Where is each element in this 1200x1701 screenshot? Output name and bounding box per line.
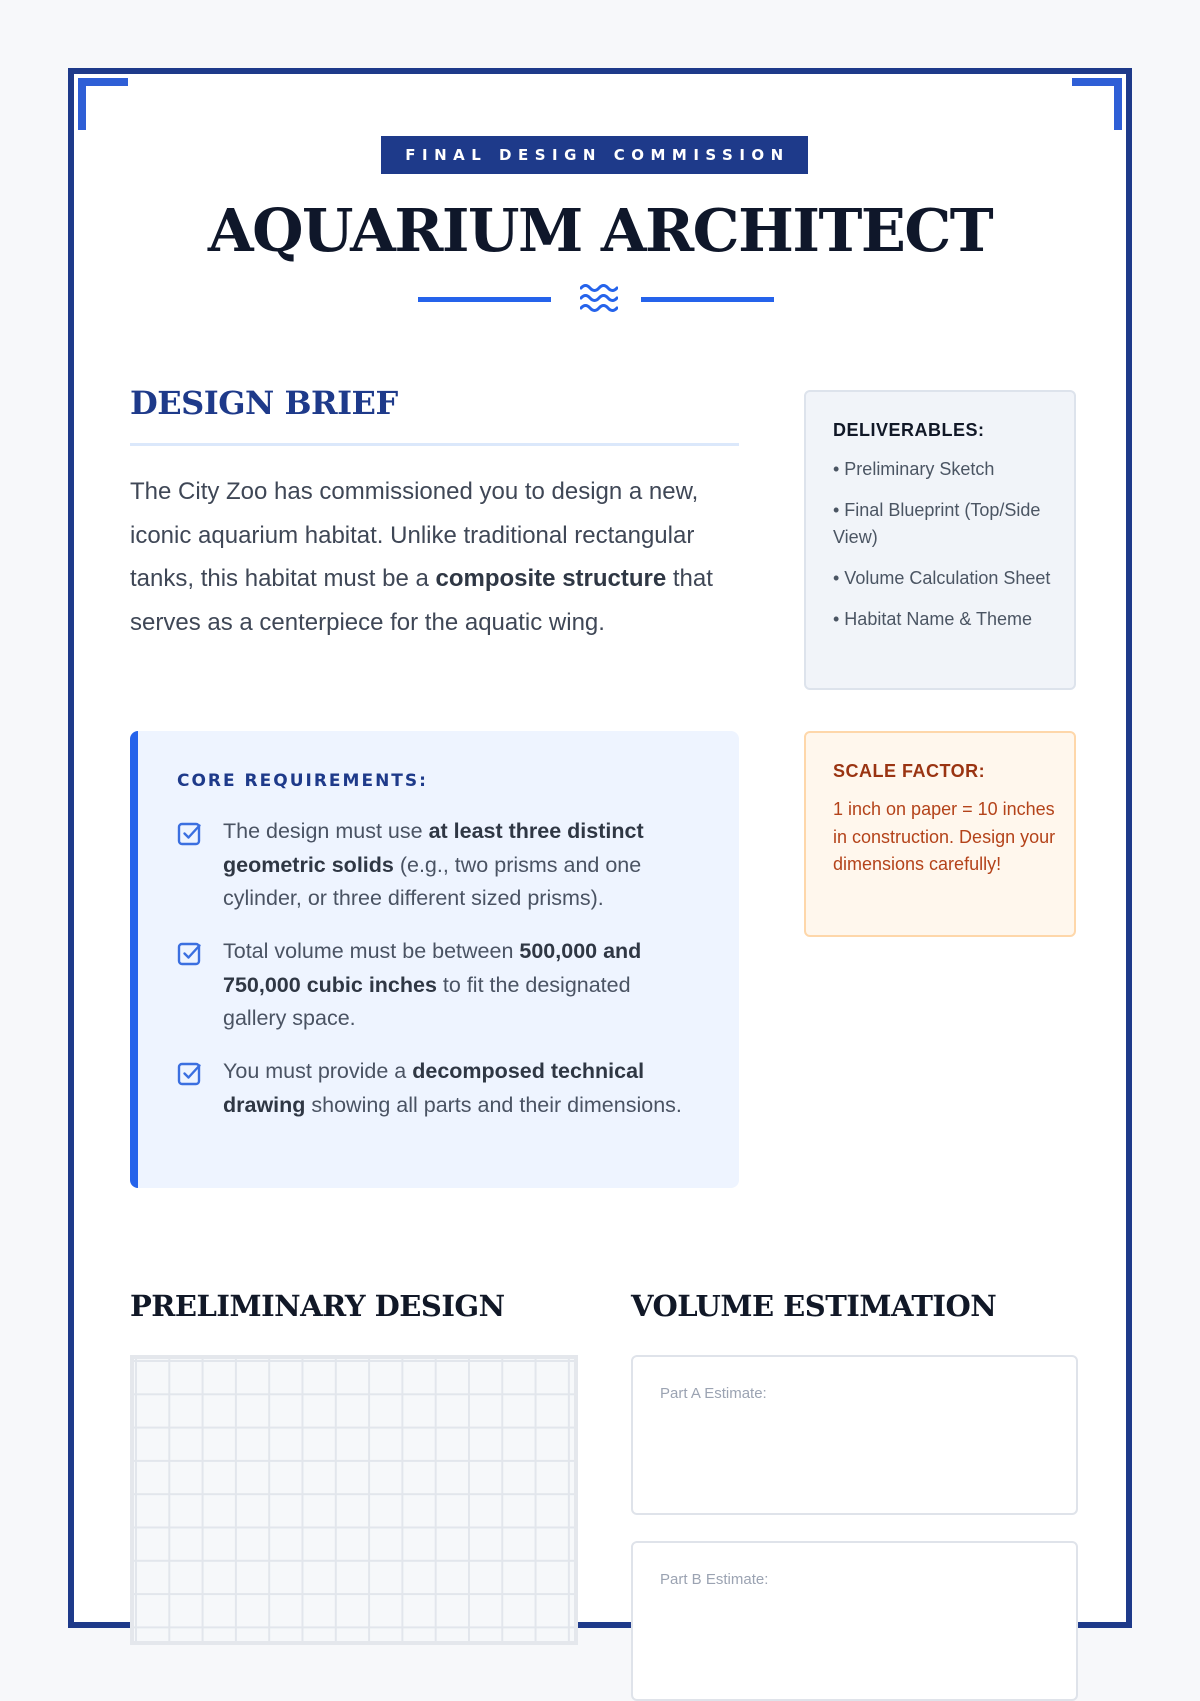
header-badge: FINAL DESIGN COMMISSION <box>381 136 808 174</box>
deliverable-item: • Volume Calculation Sheet <box>833 568 1051 588</box>
core-requirements-panel: CORE REQUIREMENTS: The design must use at least three distinct geometric solids (e.g., two prisms and one cylinder, or three different sized prisms). Total volume must be between 500,000 and 750,000 cubic inches to fit the designated gallery space. You must provide a decomposed technical drawing showing all parts and their dimensions. <box>130 731 739 1188</box>
page-title: AQUARIUM ARCHITECT <box>207 196 993 265</box>
preliminary-design-heading: PRELIMINARY DESIGN <box>130 1289 505 1323</box>
checkbox-checked-icon <box>177 941 203 967</box>
title-divider-left <box>418 297 551 302</box>
title-divider-right <box>641 297 774 302</box>
commission-sheet <box>68 68 1132 1628</box>
deliverable-item: • Preliminary Sketch <box>833 459 995 479</box>
design-brief-heading: DESIGN BRIEF <box>130 384 398 422</box>
volume-estimation-heading: VOLUME ESTIMATION <box>631 1289 997 1323</box>
deliverables-list <box>833 456 1058 647</box>
checkbox-checked-icon <box>177 821 203 847</box>
design-brief-underline <box>130 443 739 446</box>
scale-factor-heading: SCALE FACTOR: <box>833 761 986 781</box>
deliverable-item: • Final Blueprint (Top/Side View) <box>833 500 1041 547</box>
brief-emphasis: composite structure <box>435 565 667 592</box>
part-a-estimate-field[interactable] <box>631 1355 1078 1515</box>
water-waves-icon <box>580 280 618 316</box>
core-requirements-heading: CORE REQUIREMENTS: <box>177 771 428 791</box>
deliverables-box <box>804 390 1076 690</box>
deliverables-heading: DELIVERABLES: <box>833 420 985 440</box>
checkbox-checked-icon <box>177 1061 203 1087</box>
corner-ornament-left <box>78 78 128 130</box>
part-a-estimate-label: Part A Estimate: <box>660 1385 767 1402</box>
design-brief-text: The City Zoo has commissioned you to design a new, iconic aquarium habitat. Unlike traditional rectangular tanks, this habitat must be a composite structure that serves as a centerpiece for the aquatic wing. <box>130 478 713 636</box>
sketch-grid-area[interactable] <box>130 1355 578 1645</box>
scale-factor-box <box>804 731 1076 937</box>
part-b-estimate-field[interactable] <box>631 1541 1078 1701</box>
corner-ornament-right <box>1072 78 1122 130</box>
scale-factor-text: 1 inch on paper = 10 inches in construction. Design your dimensions carefully! <box>833 799 1056 874</box>
part-b-estimate-label: Part B Estimate: <box>660 1571 769 1588</box>
deliverable-item: • Habitat Name & Theme <box>833 609 1033 629</box>
